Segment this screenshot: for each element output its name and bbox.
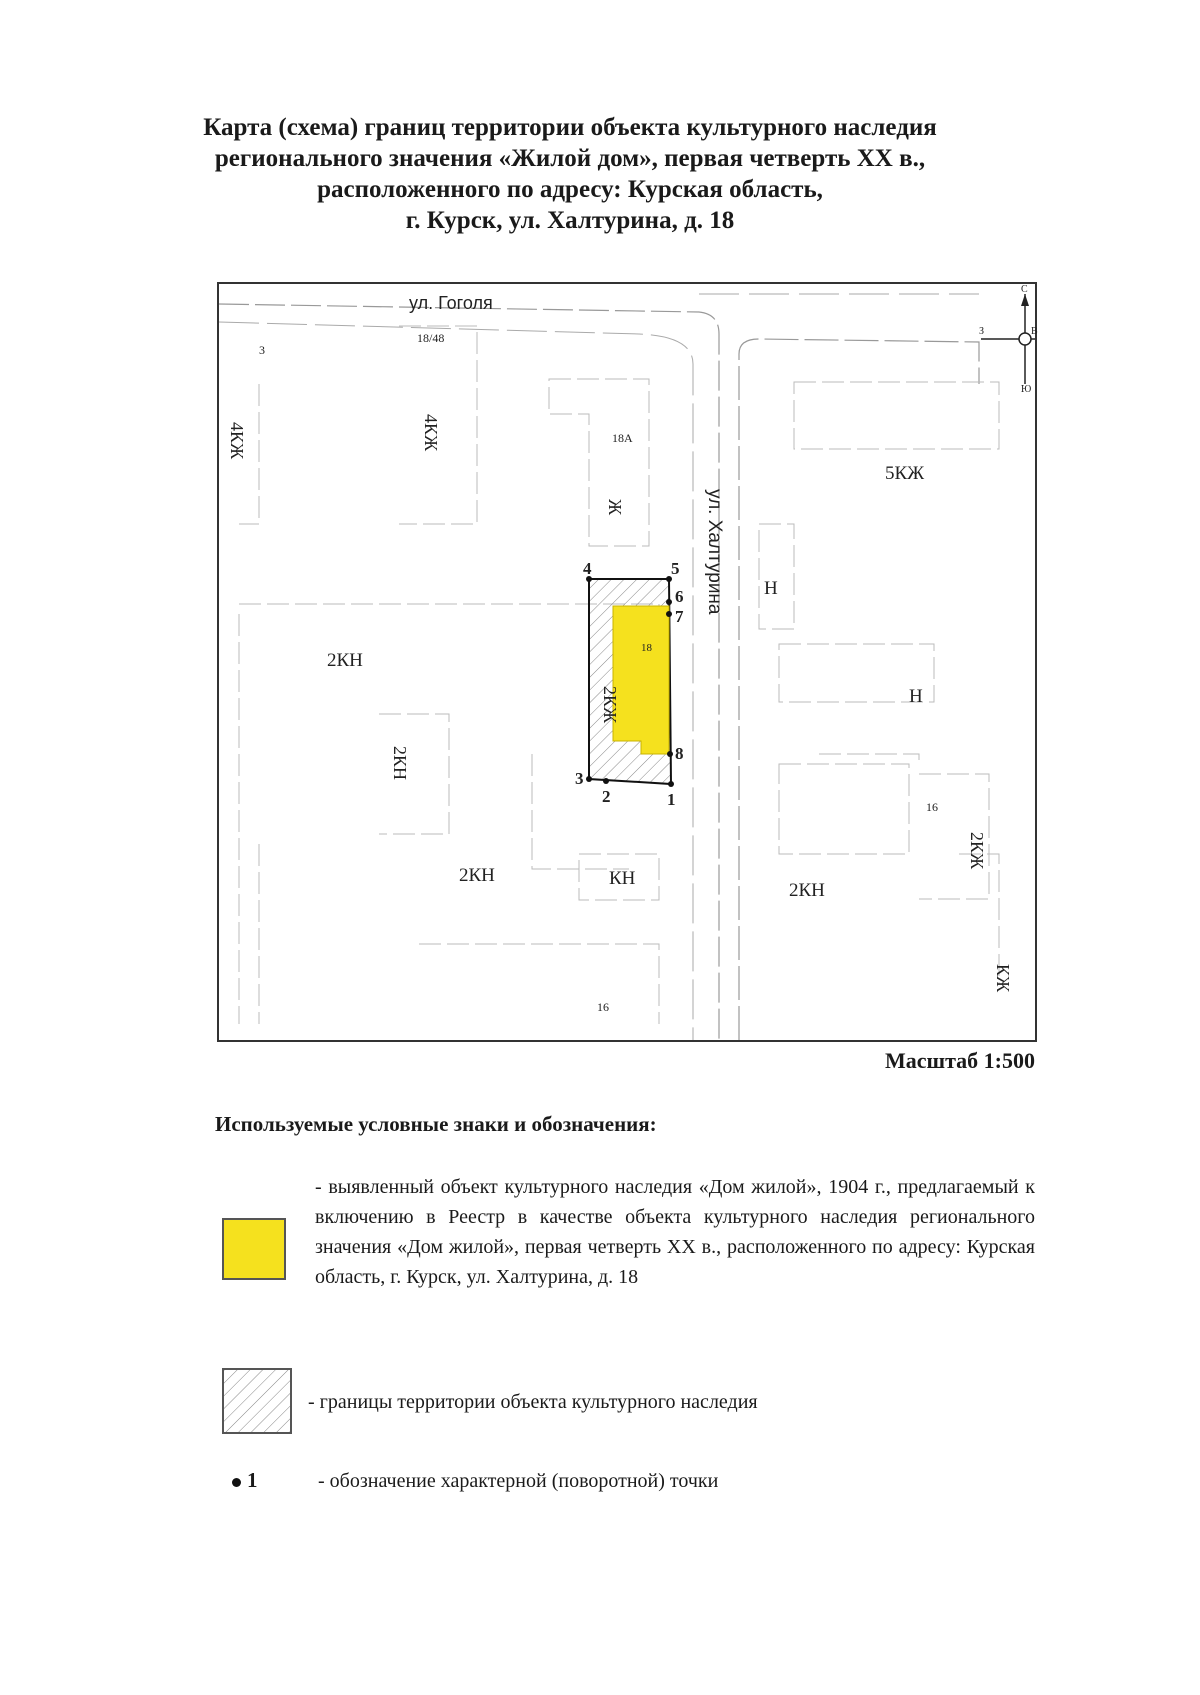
label-house-18-48: 18/48 xyxy=(417,331,445,345)
street-label-khalturina: ул. Халтурина xyxy=(704,489,725,615)
label-zone-kn: КН xyxy=(609,868,636,889)
label-zone-zh: Ж xyxy=(605,499,625,516)
compass-rose xyxy=(979,284,1038,395)
point-6-marker xyxy=(666,599,672,605)
label-zone-4kzh-left: 4КЖ xyxy=(227,422,247,460)
map-title xyxy=(150,112,990,236)
legend-object-swatch xyxy=(222,1218,286,1280)
point-3-marker xyxy=(586,776,592,782)
point-label-1: 1 xyxy=(667,790,676,809)
label-zone-5kzh: 5КЖ xyxy=(885,463,925,484)
point-8-marker xyxy=(667,751,673,757)
label-zone-2kn-bottom: 2КН xyxy=(459,865,495,886)
street-label-gogolya: ул. Гоголя xyxy=(409,293,493,313)
street-edge-east xyxy=(739,339,979,1040)
compass-west-label: З xyxy=(979,326,985,337)
point-label-7: 7 xyxy=(675,607,684,626)
label-zone-4kzh-mid: 4КЖ xyxy=(421,414,441,452)
title-line-2: регионального значения «Жилой дом», первая четверть XX в., xyxy=(214,145,926,172)
label-zone-n-1: Н xyxy=(764,578,778,599)
map-canvas xyxy=(219,284,1038,1040)
hatch-icon xyxy=(224,1370,290,1432)
label-zone-2kn-right: 2КН xyxy=(789,880,825,901)
legend-boundary-text: - границы территории объекта культурного наследия xyxy=(308,1391,758,1413)
legend-point-number: 1 xyxy=(247,1468,258,1492)
scale-label: Масштаб 1:500 xyxy=(884,1048,1035,1073)
point-label-4: 4 xyxy=(583,559,592,578)
label-zone-2kn-left: 2КН xyxy=(327,650,363,671)
legend-boundary-swatch xyxy=(222,1368,292,1434)
compass-south-label: Ю xyxy=(1021,384,1032,395)
map-frame[interactable] xyxy=(217,282,1037,1042)
label-house-18: 18 xyxy=(641,642,652,654)
label-zone-n-2: Н xyxy=(909,686,923,707)
label-zone-2kzh-right: 2КЖ xyxy=(967,832,987,870)
label-house-16-right: 16 xyxy=(926,800,938,814)
point-7-marker xyxy=(666,611,672,617)
point-label-2: 2 xyxy=(602,787,611,806)
label-zone-kzh-right: КЖ xyxy=(993,964,1013,993)
point-label-6: 6 xyxy=(675,587,684,606)
cultural-heritage-object xyxy=(613,606,669,754)
title-line-1: Карта (схема) границ территории объекта культурного наследия xyxy=(203,114,937,141)
legend-object-text: - выявленный объект культурного наследия «Дом жилой», 1904 г., предлагаемый к включению в Реестр в качестве объекта культурного наследия регионального значения «Дом жилой», первая четверть XX в., расположенного по адресу: Курская область, г. Курск, ул. Халтурина, д. 18 xyxy=(315,1176,1035,1288)
point-label-8: 8 xyxy=(675,744,684,763)
point-label-3: 3 xyxy=(575,769,584,788)
compass-east-label: В xyxy=(1031,326,1038,337)
legend-point-text: - обозначение характерной (поворотной) точки xyxy=(318,1470,719,1492)
label-zone-2kzh-object: 2КЖ xyxy=(600,686,620,724)
legend-point-marker xyxy=(232,1468,258,1493)
point-1-marker xyxy=(668,781,674,787)
legend-heading: Используемые условные знаки и обозначения: xyxy=(215,1112,657,1136)
title-line-4: г. Курск, ул. Халтурина, д. 18 xyxy=(405,207,735,234)
label-house-16-bottom: 16 xyxy=(597,1000,609,1014)
label-house-3: 3 xyxy=(259,343,265,357)
label-zone-2kn-vertical: 2КН xyxy=(390,746,410,781)
point-dot-icon xyxy=(232,1478,241,1487)
compass-north-label: С xyxy=(1021,284,1028,295)
point-label-5: 5 xyxy=(671,559,680,578)
point-2-marker xyxy=(603,778,609,784)
label-house-18a: 18А xyxy=(612,431,633,445)
title-line-3: расположенного по адресу: Курская область, xyxy=(317,176,823,203)
